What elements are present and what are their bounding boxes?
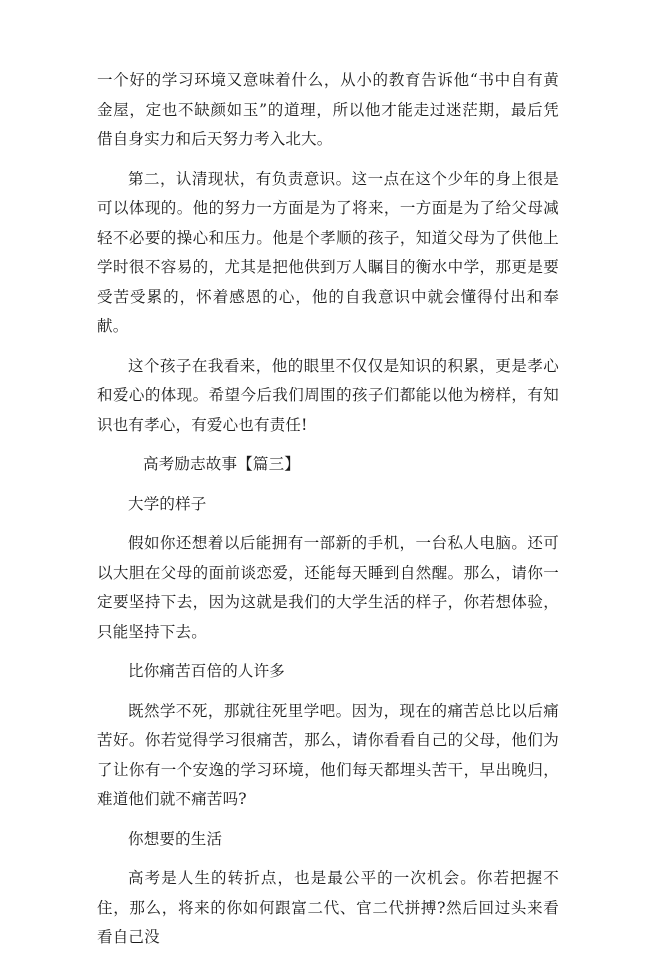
subheading-suffering: 比你痛苦百倍的人许多 bbox=[128, 662, 286, 680]
paragraph-suffering: 既然学不死，那就往死里学吧。因为，现在的痛苦总比以后痛苦好。你若觉得学习很痛苦，那么，请你看看自己的父母，他们为了让你有一个安逸的学习环境，他们每天都埋头苦干，早出晚归，难道他们就不痛苦吗? bbox=[97, 701, 559, 808]
subheading-life: 你想要的生活 bbox=[128, 829, 223, 848]
paragraph-intro: 一个好的学习环境又意味着什么，从小的教育告诉他“书中自有黄金屋，定也不缺颜如玉”的道理，所以他才能走过迷茫期，最后凭借自身实力和后天努力考入北大。 bbox=[97, 71, 559, 148]
section-heading: 高考励志故事【篇三】 bbox=[143, 455, 301, 473]
subheading-university: 大学的样子 bbox=[128, 494, 207, 513]
paragraph-university: 假如你还想着以后能拥有一部新的手机，一台私人电脑。还可以大胆在父母的面前谈恋爱，还能每天睡到自然醒。那么，请你一定要坚持下去，因为这就是我们的大学生活的样子，你若想体验，只能坚持下去。 bbox=[97, 534, 559, 641]
paragraph-second-point: 第二，认清现状，有负责意识。这一点在这个少年的身上很是可以体现的。他的努力一方面是为了将来，一方面是为了给父母减轻不必要的操心和压力。他是个孝顺的孩子，知道父母为了供他上学时很不容易的，尤其是把他供到万人瞩目的衡水中学，那更是要受苦受累的，怀着感恩的心，他的自我意识中就会懂得付出和奉献。 bbox=[97, 169, 559, 335]
paragraph-conclusion: 这个孩子在我看来，他的眼里不仅仅是知识的积累，更是孝心和爱心的体现。希望今后我们周围的孩子们都能以他为榜样，有知识也有孝心，有爱心也有责任! bbox=[97, 356, 559, 434]
paragraph-life: 高考是人生的转折点，也是最公平的一次机会。你若把握不住，那么，将来的你如何跟富二代、官二代拼搏?然后回过头来看看自己没 bbox=[97, 869, 559, 946]
document-body bbox=[97, 66, 559, 953]
